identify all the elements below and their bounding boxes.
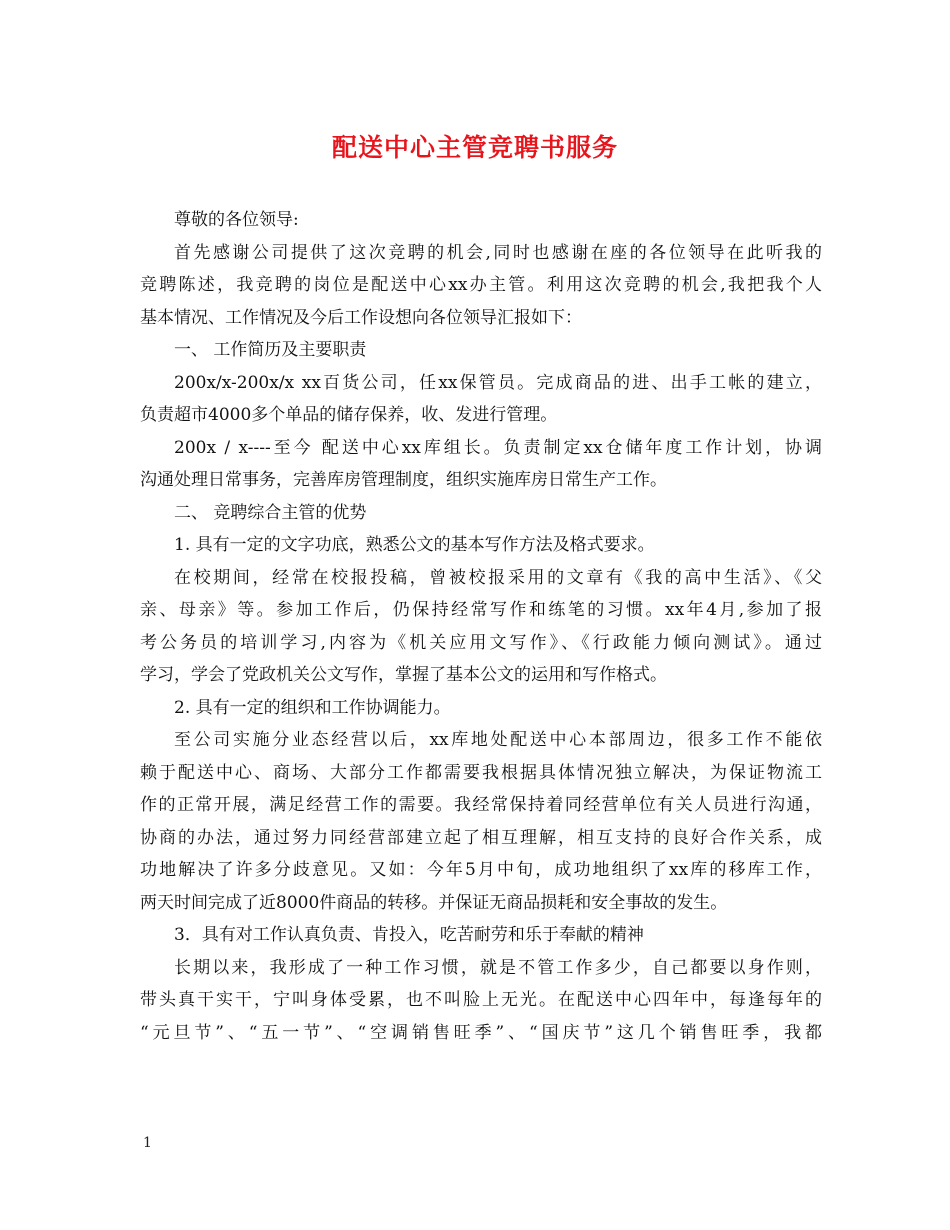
list-item-heading: 1. 具有一定的文字功底，熟悉公文的基本写作方法及格式要求。 [174, 535, 655, 555]
body-line: 考公务员的培训学习,内容为《机关应用文写作》、《行政能力倾向测试》。通过 [140, 632, 822, 653]
body-line: 带头真干实干，宁叫身体受累，也不叫脸上无光。在配送中心四年中，每逢每年的 [140, 990, 822, 1010]
body-line: 长期以来，我形成了一种工作习惯，就是不管工作多少，自己都要以身作则， [174, 957, 822, 978]
body-line: 亲、母亲》等。参加工作后，仍保持经常写作和练笔的习惯。xx年4月,参加了报 [140, 600, 822, 620]
list-item-heading: 3．具有对工作认真负责、肯投入，吃苦耐劳和乐于奉献的精神 [174, 925, 644, 945]
body-line: 竞聘陈述，我竞聘的岗位是配送中心xx办主管。利用这次竞聘的机会,我把我个人 [140, 275, 822, 295]
body-line: 赖于配送中心、商场、大部分工作都需要我根据具体情况独立解决，为保证物流工 [140, 762, 822, 783]
body-line: 在校期间，经常在校报投稿，曾被校报采用的文章有《我的高中生活》、《父 [174, 567, 822, 588]
salutation-line: 尊敬的各位领导: [174, 210, 299, 230]
document-title: 配送中心主管竞聘书服务 [331, 133, 618, 162]
section-heading: 一、 工作简历及主要职责 [174, 340, 367, 360]
body-line: 两天时间完成了近8000件商品的转移。并保证无商品损耗和安全事故的发生。 [140, 892, 728, 913]
section-heading: 二、 竞聘综合主管的优势 [174, 502, 367, 523]
document-body [140, 204, 822, 1049]
body-line: 作的正常开展，满足经营工作的需要。我经常保持着同经营单位有关人员进行沟通， [140, 795, 822, 815]
body-line: 200x / x----至今 配送中心xx库组长。负责制定xx仓储年度工作计划，协调 [174, 437, 822, 458]
body-line: 首先感谢公司提供了这次竞聘的机会,同时也感谢在座的各位领导在此听我的 [174, 242, 822, 263]
page-number: 1 [143, 1135, 152, 1151]
body-line: 功地解决了许多分歧意见。又如：今年5月中旬，成功地组织了xx库的移库工作， [140, 860, 822, 880]
body-line: 至公司实施分业态经营以后，xx库地处配送中心本部周边，很多工作不能依 [174, 730, 822, 750]
body-line: 学习，学会了党政机关公文写作，掌握了基本公文的运用和写作格式。 [140, 665, 667, 685]
body-line: 负责超市4000多个单品的储存保养，收、发进行管理。 [140, 405, 558, 425]
list-item-heading: 2. 具有一定的组织和工作协调能力。 [174, 697, 451, 718]
body-line: 200x/x-200x/x xx百货公司，任xx保管员。完成商品的进、出手工帐的建立， [174, 372, 822, 393]
body-line: 沟通处理日常事务，完善库房管理制度，组织实施库房日常生产工作。 [140, 470, 667, 490]
body-line: 协商的办法，通过努力同经营部建立起了相互理解，相互支持的良好合作关系，成 [140, 827, 822, 848]
body-line: 基本情况、工作情况及今后工作设想向各位领导汇报如下： [140, 307, 582, 328]
body-line: “元旦节”、“五一节”、“空调销售旺季”、“国庆节”这几个销售旺季，我都 [140, 1022, 822, 1043]
